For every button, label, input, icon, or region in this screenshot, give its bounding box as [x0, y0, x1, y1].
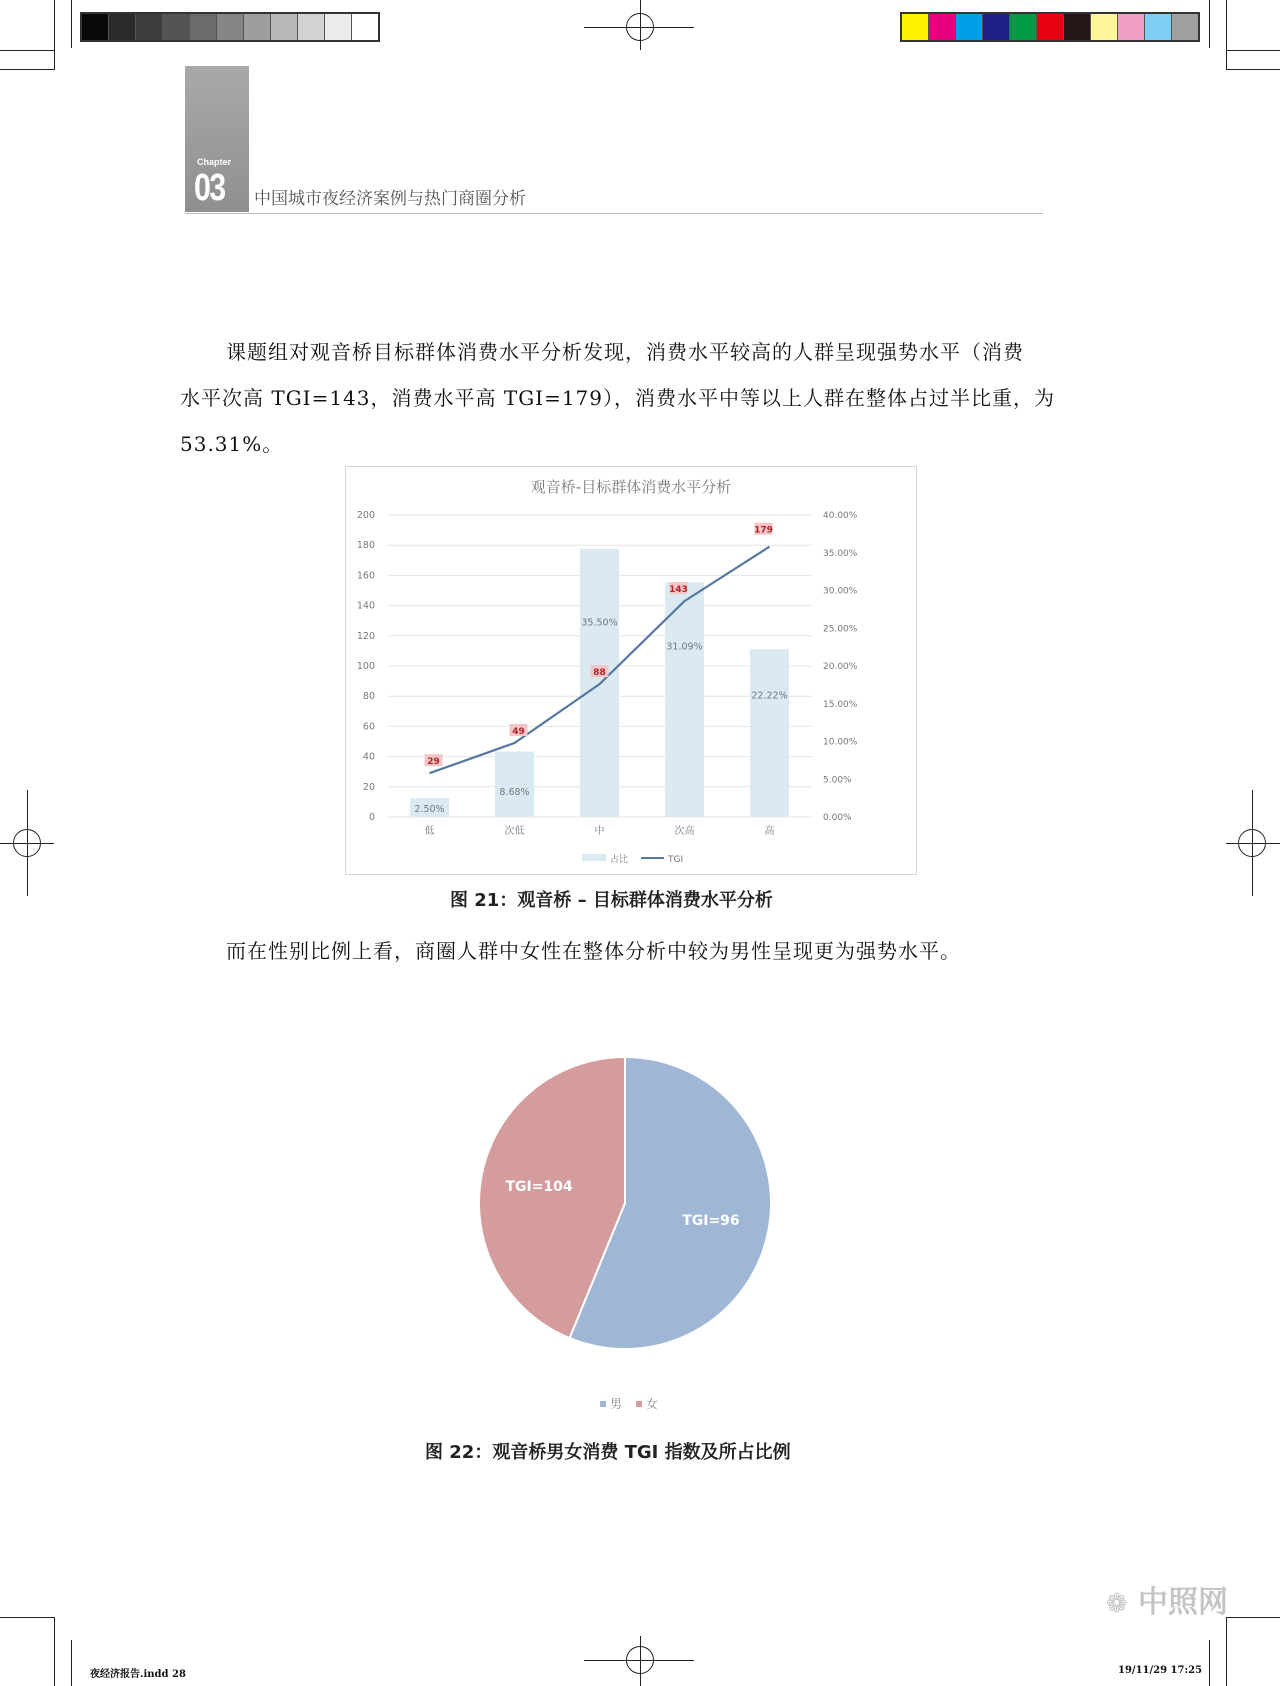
bar-data-label: 2.50%	[414, 804, 445, 816]
right-axis-tick-label: 15.00%	[823, 699, 858, 710]
color-swatch	[1010, 14, 1037, 40]
grayscale-color-bar	[80, 12, 380, 42]
wechat-icon: ❁	[1105, 1589, 1128, 1619]
tgi-data-label: 143	[669, 585, 688, 596]
running-header-title: 中国城市夜经济案例与热门商圈分析	[254, 189, 526, 209]
footer-file-info: 夜经济报告.indd 28	[90, 1669, 186, 1680]
category-tick-label: 高	[764, 826, 775, 837]
color-swatch	[956, 14, 983, 40]
gray-swatch	[136, 14, 163, 40]
process-color-bar	[900, 12, 1200, 42]
color-swatch	[1037, 14, 1064, 40]
category-tick-label: 中	[594, 826, 605, 837]
header-rule	[185, 213, 1043, 214]
left-axis-tick-label: 180	[356, 540, 375, 552]
right-axis-tick-label: 20.00%	[823, 662, 858, 672]
color-swatch	[983, 14, 1010, 40]
gray-swatch	[325, 14, 352, 40]
legend-label-male: 男	[610, 1397, 623, 1411]
bar-data-label: 31.09%	[666, 641, 703, 653]
category-tick-label: 低	[424, 826, 435, 837]
gray-swatch	[352, 14, 378, 40]
category-tick-label: 次高	[674, 826, 695, 837]
right-axis-tick-label: 10.00%	[823, 737, 858, 748]
color-swatch	[1091, 14, 1118, 40]
legend-swatch-bar	[582, 854, 606, 861]
footer-datetime: 19/11/29 17:25	[1118, 1665, 1203, 1676]
color-swatch	[1172, 14, 1198, 40]
chart-title: 观音桥-目标群体消费水平分析	[530, 478, 732, 496]
gray-swatch	[163, 14, 190, 40]
chapter-number: 03	[194, 167, 225, 209]
consumption-level-chart-frame	[345, 466, 917, 875]
right-axis-tick-label: 40.00%	[823, 511, 858, 521]
gray-swatch	[244, 14, 271, 40]
color-swatch	[1118, 14, 1145, 40]
pie-slice-label: TGI=104	[505, 1179, 573, 1196]
gray-swatch	[217, 14, 244, 40]
legend-swatch-female	[636, 1401, 642, 1407]
bar-data-label: 35.50%	[581, 617, 618, 629]
paragraph-1-line-2: 水平次高 TGI=143，消费水平高 TGI=179），消费水平中等以上人群在整体占过半比重，为	[180, 386, 1056, 410]
left-axis-tick-label: 0	[368, 812, 375, 823]
gray-swatch	[82, 14, 109, 40]
left-axis-tick-label: 100	[356, 661, 375, 672]
legend-label-female: 女	[646, 1397, 659, 1411]
right-axis-tick-label: 30.00%	[823, 586, 858, 597]
category-tick-label: 次低	[504, 826, 525, 837]
gray-swatch	[298, 14, 325, 40]
gray-swatch	[190, 14, 217, 40]
gray-swatch	[109, 14, 136, 40]
left-axis-tick-label: 120	[356, 630, 375, 642]
color-swatch	[929, 14, 956, 40]
pie-slice-label: TGI=96	[682, 1212, 740, 1229]
left-axis-tick-label: 140	[356, 600, 375, 612]
gray-swatch	[271, 14, 298, 40]
left-axis-tick-label: 60	[362, 721, 375, 733]
paragraph-1-line-3: 53.31%。	[180, 432, 284, 456]
consumption-level-chart	[346, 467, 916, 874]
tgi-data-label: 29	[427, 757, 440, 768]
right-axis-tick-label: 35.00%	[823, 548, 858, 559]
legend-label-line: TGI	[668, 855, 684, 865]
left-axis-tick-label: 40	[362, 751, 375, 763]
paragraph-1-line-1: 课题组对观音桥目标群体消费水平分析发现，消费水平较高的人群呈现强势水平（消费	[226, 340, 1024, 364]
bar-次低	[495, 751, 534, 817]
figure-22-caption: 图 22：观音桥男女消费 TGI 指数及所占比例	[425, 1442, 791, 1463]
color-swatch	[1145, 14, 1172, 40]
figure-21-caption: 图 21：观音桥 – 目标群体消费水平分析	[450, 890, 773, 911]
right-axis-tick-label: 5.00%	[823, 775, 852, 786]
left-axis-tick-label: 160	[356, 570, 375, 582]
color-swatch	[1064, 14, 1091, 40]
left-axis-tick-label: 80	[362, 691, 375, 703]
gender-tgi-pie-chart	[460, 1040, 800, 1420]
chapter-label: Chapter	[197, 157, 232, 167]
color-swatch	[902, 14, 929, 40]
bar-data-label: 8.68%	[499, 787, 530, 798]
bar-高	[750, 649, 789, 817]
left-axis-tick-label: 20	[362, 781, 375, 793]
tgi-data-label: 88	[593, 668, 606, 679]
right-axis-tick-label: 25.00%	[823, 624, 858, 635]
watermark	[1106, 1577, 1228, 1621]
paragraph-2: 而在性别比例上看，商圈人群中女性在整体分析中较为男性呈现更为强势水平。	[226, 939, 961, 963]
right-axis-tick-label: 0.00%	[823, 813, 852, 823]
legend-swatch-male	[600, 1401, 606, 1407]
watermark-text: 中照网	[1138, 1585, 1228, 1620]
bar-data-label: 22.22%	[751, 690, 788, 702]
left-axis-tick-label: 200	[356, 510, 375, 521]
bar-次高	[665, 582, 704, 817]
tgi-data-label: 179	[754, 525, 773, 536]
tgi-data-label: 49	[512, 727, 525, 738]
legend-label-bar: 占比	[610, 855, 629, 865]
